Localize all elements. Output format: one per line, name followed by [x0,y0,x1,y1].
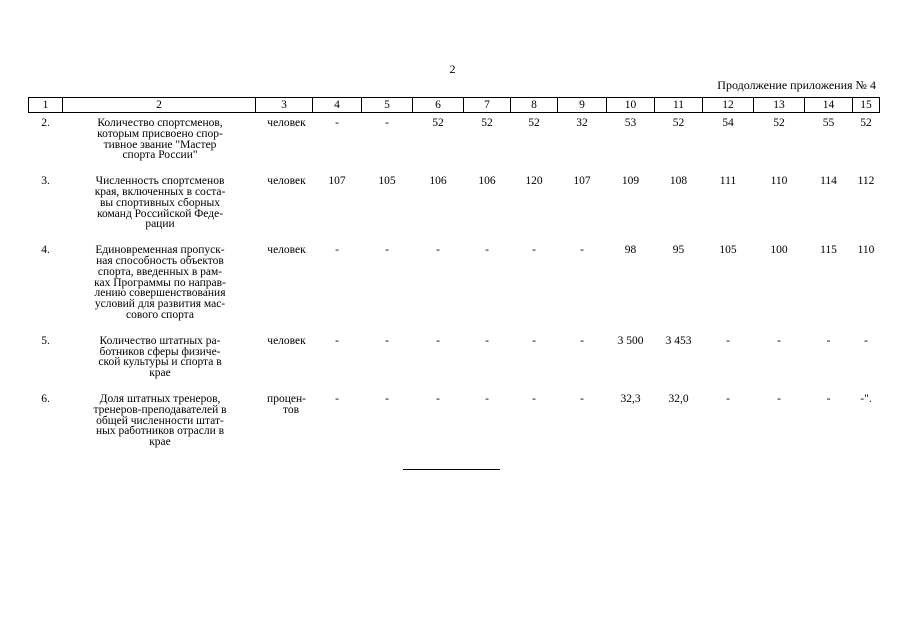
value-cell: 100 [770,244,788,257]
value-cell: - [385,117,389,129]
value-cell: - [826,334,831,347]
value-cell: - [385,244,389,257]
column-header: 3 [256,98,313,113]
value-cell: - [385,392,389,405]
row-spacer [29,161,880,171]
indicator-name-line: Единовременная пропуск- [95,244,225,257]
value-cell: - [726,392,730,405]
indicator-name [63,389,256,448]
row-spacer [29,321,880,331]
value-cell: 107 [573,175,591,188]
value-cell: 54 [722,117,734,129]
indicator-name [63,113,256,162]
indicator-name-line: крае [149,367,171,380]
column-header: 4 [313,98,362,113]
column-number-header [29,98,880,113]
indicator-name-line: ской культуры и спорта в [98,356,222,369]
value-cell: - [335,392,339,405]
indicator-name-line: лению совершенствования [94,287,226,300]
column-header: 6 [413,98,464,113]
value-cell: - [777,334,781,347]
appendix-label: Продолжение приложения № 4 [717,78,876,92]
value-cell: 52 [773,117,785,129]
value-cell: 53 [624,117,637,129]
value-cell: - [532,392,536,405]
indicator-name [63,331,256,379]
value-cell: 120 [525,175,543,188]
row-number: 2. [41,117,50,129]
value-cell: 3 453 [665,334,692,347]
column-header: 14 [805,98,853,113]
column-header: 12 [703,98,754,113]
unit-of-measure [256,171,313,230]
indicator-name-line: спорта, введенных в рам- [97,265,223,278]
value-cell: 98 [624,244,637,257]
table-row [29,331,880,379]
indicator-name-line: тивное звание "Мастер [103,138,217,151]
value-cell: 105 [378,175,396,188]
indicator-name-line: команд Российской Феде- [96,207,224,220]
indicator-name-line: общей численности штат- [96,414,224,427]
unit-line: человек [267,175,306,188]
table-row [29,113,880,162]
value-cell: 109 [621,175,640,188]
indicator-name [63,240,256,321]
indicator-name-line: Численность спортсменов [95,175,225,188]
unit-line: человек [267,244,306,257]
indicator-name-line: Количество спортсменов, [97,117,223,129]
value-cell: 114 [820,175,837,188]
row-number: 4. [41,244,50,257]
unit-line: процен- [267,392,306,405]
table-row [29,240,880,321]
value-cell: 111 [719,175,737,188]
value-cell: 108 [669,175,688,188]
value-cell: 3 500 [617,334,644,347]
value-cell: 52 [860,117,872,129]
indicator-name [63,171,256,230]
column-header: 15 [853,98,880,113]
column-header: 11 [655,98,703,113]
value-cell: 107 [328,175,346,188]
indicator-name-line: ных работников отрасли в [95,425,225,438]
value-cell: 52 [481,117,493,129]
value-cell: 110 [770,175,788,188]
unit-of-measure [256,331,313,379]
value-cell: 95 [672,244,685,257]
value-cell: 106 [429,175,447,188]
value-cell: 52 [528,117,540,129]
indicator-name-line: спорта России" [122,149,198,162]
value-cell: - [580,244,584,257]
value-cell: - [580,392,584,405]
indicators-table [28,97,880,448]
column-header: 1 [29,98,63,113]
indicator-name-line: рации [145,218,175,231]
column-header: 2 [63,98,256,113]
value-cell: - [580,334,584,347]
unit-of-measure [256,240,313,321]
value-cell: - [436,392,440,405]
value-cell: - [385,334,389,347]
end-rule [403,469,500,470]
value-cell: - [436,244,440,257]
indicator-name-line: сового спорта [126,308,194,321]
value-cell: - [826,392,831,405]
indicator-name-line: крае [149,436,171,449]
value-cell: - [485,334,489,347]
row-number: 5. [41,334,50,347]
table-row [29,389,880,448]
indicator-name-line: вы спортивных сборных [100,196,220,209]
indicator-name-line: которым присвоено спор- [97,127,223,140]
column-header: 10 [607,98,655,113]
unit-line: тов [282,403,300,416]
column-header: 5 [362,98,413,113]
table-row [29,171,880,230]
value-cell: 112 [857,175,875,188]
column-header: 7 [464,98,511,113]
indicator-name-line: тренеров-преподавателей в [93,403,227,416]
value-cell: - [485,392,489,405]
indicator-name-line: ках Программы по направ- [94,276,226,289]
indicator-name-line: ботников сферы физиче- [99,345,221,358]
value-cell: - [777,392,781,405]
row-number: 3. [41,175,50,188]
column-header: 13 [754,98,805,113]
value-cell: 106 [478,175,496,188]
value-cell: - [335,244,339,257]
value-cell: 110 [857,244,875,257]
value-cell: -". [860,392,872,405]
page-number: 2 [449,62,456,76]
value-cell: - [485,244,489,257]
indicator-name-line: края, включенных в соста- [94,185,226,198]
row-spacer [29,379,880,389]
value-cell: - [335,334,339,347]
indicator-name-line: условий для развития мас- [94,298,226,311]
value-cell: - [335,117,339,129]
indicator-name-line: Количество штатных ра- [99,334,221,347]
column-header: 8 [511,98,558,113]
value-cell: 115 [820,244,837,257]
column-header: 9 [558,98,607,113]
value-cell: - [726,334,730,347]
row-number: 6. [41,392,50,405]
row-spacer [29,230,880,240]
value-cell: 105 [719,244,737,257]
value-cell: 32,3 [620,392,641,405]
unit-line: человек [267,334,306,347]
value-cell: 32,0 [668,392,689,405]
value-cell: 52 [432,117,444,129]
unit-line: человек [267,117,306,129]
value-cell: 55 [822,117,835,129]
unit-of-measure [256,113,313,162]
value-cell: - [436,334,440,347]
indicator-name-line: ная способность объектов [96,254,224,267]
value-cell: 32 [576,117,588,129]
value-cell: 52 [672,117,685,129]
value-cell: - [532,334,536,347]
indicator-name-line: Доля штатных тренеров, [99,392,221,405]
value-cell: - [532,244,536,257]
unit-of-measure [256,389,313,448]
value-cell: - [864,334,868,347]
